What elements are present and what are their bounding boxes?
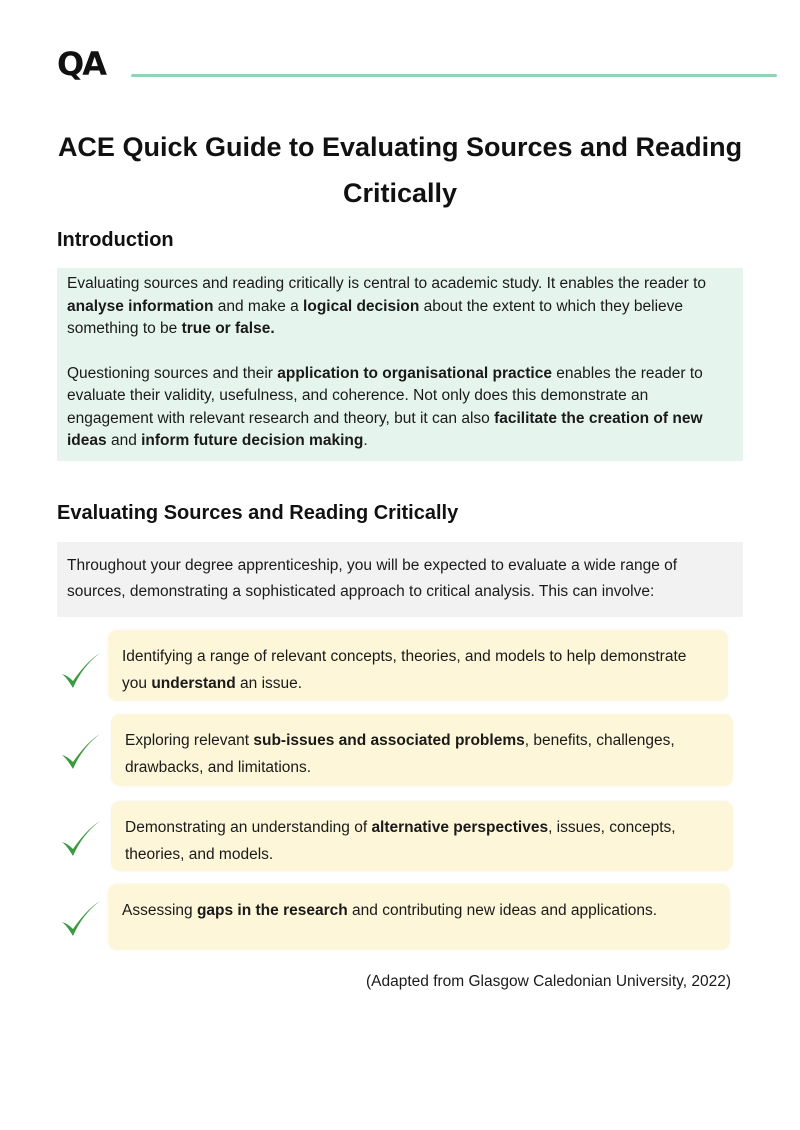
- check-icon: [59, 898, 103, 942]
- check-icon: [59, 650, 103, 694]
- intro-paragraph-1: Evaluating sources and reading critically is central to academic study. It enables the reader to analyse information and make a logical decision about the extent to which they believe something to be true or false.: [67, 275, 706, 337]
- header-rule: [131, 74, 777, 77]
- list-item: Demonstrating an understanding of alternative perspectives, issues, concepts, theories, and models.: [111, 801, 733, 871]
- evaluating-heading: Evaluating Sources and Reading Critically: [57, 502, 459, 524]
- introduction-box: [57, 268, 743, 461]
- evaluating-intro-box: Throughout your degree apprenticeship, you will be expected to evaluate a wide range of sources, demonstrating a sophisticated approach to critical analysis. This can involve:: [57, 542, 743, 617]
- list-item: Assessing gaps in the research and contributing new ideas and applications.: [108, 884, 730, 950]
- title-line-1: ACE Quick Guide to Evaluating Sources and Reading: [57, 132, 743, 162]
- title-line-2: Critically: [342, 178, 458, 208]
- citation: (Adapted from Glasgow Caledonian University, 2022): [365, 973, 731, 990]
- check-icon: [59, 818, 103, 862]
- introduction-heading: Introduction: [57, 229, 174, 251]
- intro-paragraph-2: Questioning sources and their application to organisational practice enables the reader to evaluate their validity, usefulness, and coherence. Not only does this demonstrate an engagement with relevant research and theory, but it can also facilitate the creation of new ideas and inform future decision making.: [67, 364, 703, 449]
- check-icon: [59, 731, 103, 775]
- list-item: Exploring relevant sub-issues and associated problems, benefits, challenges, drawbacks, and limitations.: [111, 714, 733, 786]
- qa-logo: QA: [57, 45, 105, 83]
- page-title: [40, 124, 760, 216]
- list-item: Identifying a range of relevant concepts, theories, and models to help demonstrate you understand an issue.: [108, 630, 728, 701]
